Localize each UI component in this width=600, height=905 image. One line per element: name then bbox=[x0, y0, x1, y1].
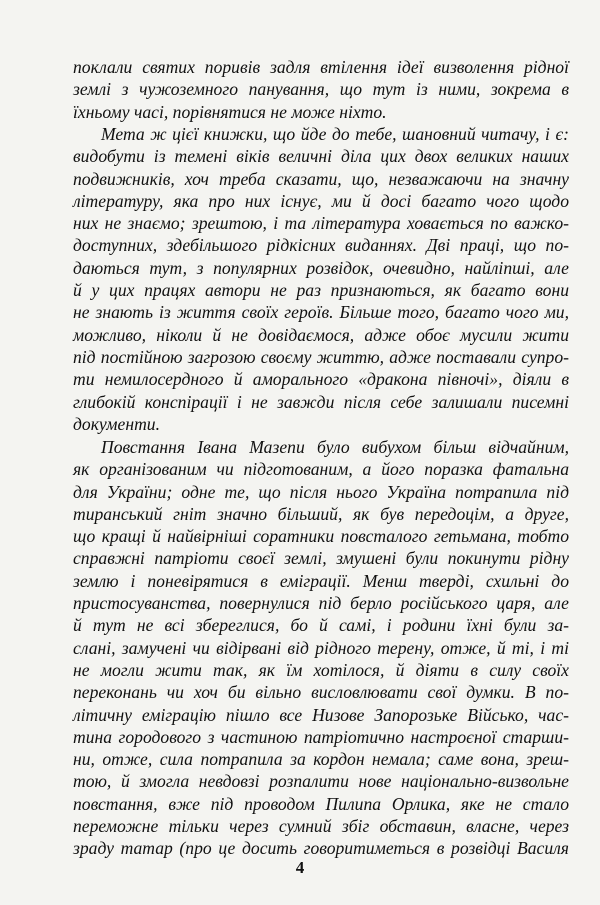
text-line: землі з чужоземного панування, що тут із ними, зокрема в bbox=[73, 79, 569, 100]
text-line: Мета ж цієї книжки, що йде до тебе, шановний читачу, і є: bbox=[101, 124, 569, 144]
text-line: поклали святих поривів задля втілення ідеї визволення рідної bbox=[73, 57, 569, 77]
text-line: видобути із темені віків величні діла цих двох великих наших bbox=[73, 146, 569, 167]
page-number: 4 bbox=[295, 858, 305, 877]
text-line: й тут не всі збереглися, бо й самі, і родини їхні були за- bbox=[73, 615, 569, 636]
text-line: пристосуванства, повернулися під берло російського царя, але bbox=[73, 593, 569, 614]
text-line: переможне тільки через сумний збіг обставин, власне, через bbox=[73, 816, 569, 837]
text-line: повстання, вже під проводом Пилипа Орлика, яке не стало bbox=[73, 793, 569, 814]
text-line: подвижників, хоч треба сказати, що, незважаючи на значну bbox=[73, 168, 569, 189]
text-line: що кращі й найвірніші соратники повсталого гетьмана, тобто bbox=[73, 526, 569, 547]
text-line: літературу, яка про них існує, ми й досі багато чого щодо bbox=[73, 190, 569, 211]
text-line: для України; одне те, що після нього Україна потрапила під bbox=[73, 481, 569, 502]
paragraph-1 bbox=[73, 56, 569, 123]
text-line: тиранський гніт значно більший, як був передоцім, а друге, bbox=[73, 503, 569, 524]
text-line: тина городового з частиною патріотично настроєної старши- bbox=[73, 726, 569, 747]
text-line: Повстання Івана Мазепи було вибухом більш відчайним, bbox=[101, 437, 569, 457]
text-line: слані, замучені чи відірвані від рідного терену, отже, й ті, і ті bbox=[73, 637, 569, 658]
paragraph-3 bbox=[73, 436, 569, 860]
text-line: землю і поневірятися в еміграції. Менш тверді, схильні до bbox=[73, 570, 569, 591]
text-line: тою, й змогла невдовзі розпалити нове національно-визвольне bbox=[73, 771, 569, 792]
text-line: зраду татар (про це досить говоритиметься в розвідці Василя bbox=[73, 838, 569, 859]
text-line: їхньому часі, порівнятися не може ніхто. bbox=[73, 101, 387, 122]
text-line: й у цих працях автори не раз признаються, як багато вони bbox=[73, 280, 569, 301]
text-line: як організованим чи підготованим, а його поразка фатальна bbox=[73, 459, 569, 480]
text-line: переконань чи хоч би вільно висловлювати свої думки. В по- bbox=[73, 682, 569, 703]
text-line: під постійною загрозою своєму життю, адже поставали супро- bbox=[73, 346, 569, 367]
text-line: даються тут, з популярних розвідок, очевидно, найліпші, але bbox=[73, 257, 569, 278]
text-line: ти немилосердного й аморального «дракона півночі», діяли в bbox=[73, 369, 569, 390]
text-line: можливо, ніколи й не довідаємося, адже обоє мусили жити bbox=[73, 324, 569, 345]
text-line: не могли жити так, як їм хотілося, й діяти в силу своїх bbox=[73, 659, 569, 680]
text-line: справжні патріоти своєї землі, змушені були покинути рідну bbox=[73, 548, 569, 569]
paragraph-2 bbox=[73, 123, 569, 435]
text-line: документи. bbox=[73, 413, 160, 434]
text-line: глибокій конспірації і не завжди після себе залишали писемні bbox=[73, 391, 569, 412]
text-line: ни, отже, сила потрапила за кордон немала; саме вона, зреш- bbox=[73, 749, 569, 770]
text-line: доступних, здебільшого рідкісних виданнях. Дві праці, що по- bbox=[73, 235, 569, 256]
text-line: них не знаємо; зрештою, і та література ховається по важко- bbox=[73, 213, 569, 234]
text-line: літичну еміграцію пішло все Низове Запорозьке Військо, час- bbox=[73, 704, 569, 725]
text-line: не знають із життя своїх героїв. Більше того, багато чого ми, bbox=[73, 302, 569, 323]
